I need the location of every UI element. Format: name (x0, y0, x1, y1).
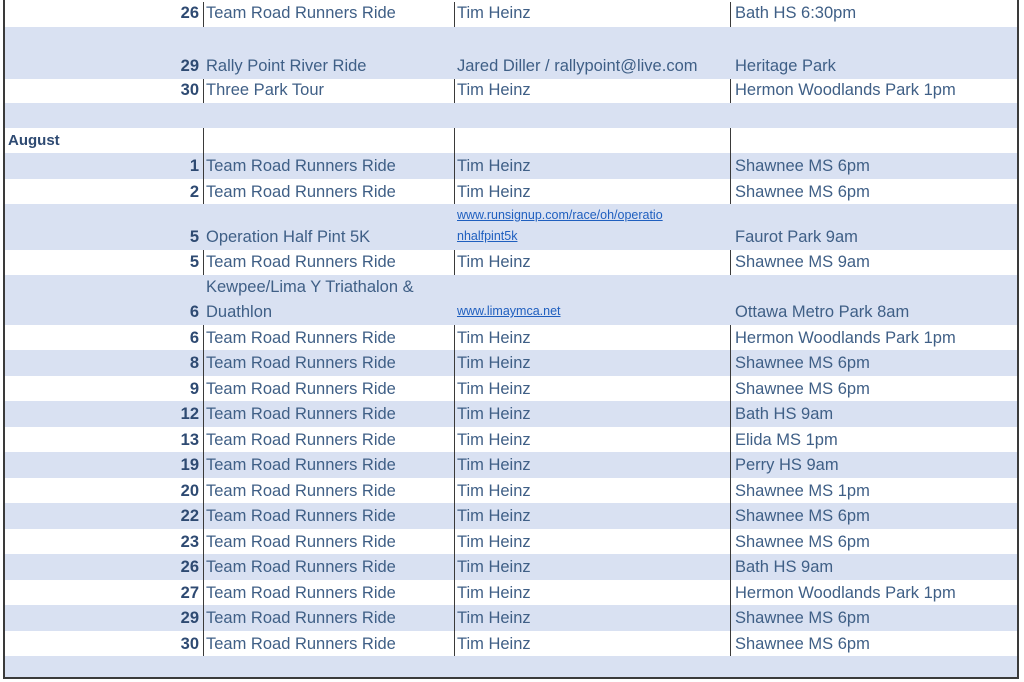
event-cell: Team Road Runners Ride (206, 456, 396, 474)
day-cell: 29 (180, 609, 199, 627)
contact-cell: Jared Diller / rallypoint@live.com (457, 57, 698, 75)
event-cell-line1: Kewpee/Lima Y Triathalon & (206, 278, 414, 296)
column-divider (454, 153, 455, 179)
day-cell: 19 (180, 456, 199, 474)
column-divider (730, 478, 731, 503)
contact-cell: Tim Heinz (457, 533, 531, 551)
table-row (5, 275, 1017, 325)
location-cell: Shawnee MS 6pm (735, 635, 870, 653)
table-row (5, 401, 1017, 427)
column-divider (730, 401, 731, 427)
column-divider (454, 529, 455, 554)
event-cell: Operation Half Pint 5K (206, 228, 371, 246)
contact-link[interactable]: www.limaymca.net (457, 304, 561, 318)
contact-link-line1[interactable]: www.runsignup.com/race/oh/operatio (457, 208, 663, 222)
column-divider (203, 128, 204, 153)
event-cell: Team Road Runners Ride (206, 533, 396, 551)
location-cell: Shawnee MS 1pm (735, 482, 870, 500)
day-cell: 22 (180, 507, 199, 525)
table-row (5, 503, 1017, 529)
column-divider (203, 376, 204, 401)
event-cell: Team Road Runners Ride (206, 482, 396, 500)
table-row (5, 478, 1017, 503)
location-cell: Hermon Woodlands Park 1pm (735, 81, 956, 99)
contact-cell: Tim Heinz (457, 584, 531, 602)
spacer-row (5, 656, 1017, 679)
location-cell: Bath HS 6:30pm (735, 4, 857, 22)
table-row (5, 2, 1017, 27)
table-row (5, 554, 1017, 580)
column-divider (730, 2, 731, 27)
location-cell: Faurot Park 9am (735, 228, 858, 246)
event-cell: Team Road Runners Ride (206, 635, 396, 653)
contact-cell: Tim Heinz (457, 4, 531, 22)
contact-cell: Tim Heinz (457, 157, 531, 175)
day-cell: 8 (189, 354, 199, 372)
column-divider (203, 2, 204, 27)
contact-cell: Tim Heinz (457, 183, 531, 201)
day-cell: 6 (189, 329, 199, 347)
column-divider (203, 580, 204, 605)
column-divider (730, 503, 731, 529)
event-cell: Team Road Runners Ride (206, 253, 396, 271)
contact-cell: Tim Heinz (457, 253, 531, 271)
table-row (5, 580, 1017, 605)
column-divider (203, 554, 204, 580)
contact-cell: Tim Heinz (457, 329, 531, 347)
column-divider (203, 401, 204, 427)
event-cell: Team Road Runners Ride (206, 380, 396, 398)
event-cell: Team Road Runners Ride (206, 183, 396, 201)
location-cell: Shawnee MS 6pm (735, 533, 870, 551)
day-cell: 20 (180, 482, 199, 500)
contact-cell: Tim Heinz (457, 507, 531, 525)
column-divider (730, 554, 731, 580)
month-heading: August (8, 132, 60, 149)
event-cell: Team Road Runners Ride (206, 431, 396, 449)
event-cell: Team Road Runners Ride (206, 584, 396, 602)
contact-cell: Tim Heinz (457, 558, 531, 576)
column-divider (454, 554, 455, 580)
column-divider (203, 325, 204, 350)
column-divider (454, 2, 455, 27)
month-row (5, 128, 1017, 153)
schedule-table (3, 0, 1019, 679)
day-cell: 26 (180, 558, 199, 576)
location-cell: Shawnee MS 6pm (735, 380, 870, 398)
column-divider (454, 478, 455, 503)
column-divider (730, 529, 731, 554)
contact-cell: Tim Heinz (457, 380, 531, 398)
day-cell: 26 (180, 4, 199, 22)
column-divider (730, 325, 731, 350)
column-divider (730, 179, 731, 204)
column-divider (454, 427, 455, 452)
event-cell: Team Road Runners Ride (206, 558, 396, 576)
table-row (5, 605, 1017, 631)
table-row (5, 79, 1017, 103)
column-divider (454, 503, 455, 529)
location-cell: Ottawa Metro Park 8am (735, 303, 910, 321)
contact-cell: Tim Heinz (457, 456, 531, 474)
column-divider (454, 325, 455, 350)
column-divider (454, 605, 455, 631)
column-divider (203, 503, 204, 529)
location-cell: Perry HS 9am (735, 456, 839, 474)
column-divider (730, 350, 731, 376)
column-divider (454, 128, 455, 153)
day-cell: 5 (189, 253, 199, 271)
column-divider (203, 605, 204, 631)
table-row (5, 153, 1017, 179)
contact-cell: Tim Heinz (457, 405, 531, 423)
column-divider (203, 350, 204, 376)
event-cell: Team Road Runners Ride (206, 507, 396, 525)
day-cell: 13 (180, 431, 199, 449)
location-cell: Heritage Park (735, 57, 836, 75)
column-divider (730, 452, 731, 478)
contact-cell: Tim Heinz (457, 635, 531, 653)
location-cell: Elida MS 1pm (735, 431, 838, 449)
event-cell: Team Road Runners Ride (206, 405, 396, 423)
day-cell: 9 (189, 380, 199, 398)
location-cell: Bath HS 9am (735, 558, 834, 576)
column-divider (730, 79, 731, 103)
column-divider (730, 128, 731, 153)
table-row (5, 204, 1017, 250)
contact-cell: Tim Heinz (457, 609, 531, 627)
table-row (5, 631, 1017, 656)
contact-cell: Tim Heinz (457, 431, 531, 449)
spacer-row (5, 103, 1017, 128)
column-divider (454, 452, 455, 478)
day-cell: 30 (180, 81, 199, 99)
day-cell: 29 (180, 57, 199, 75)
location-cell: Hermon Woodlands Park 1pm (735, 584, 956, 602)
column-divider (730, 153, 731, 179)
contact-cell: Tim Heinz (457, 354, 531, 372)
location-cell: Shawnee MS 6pm (735, 183, 870, 201)
day-cell: 27 (180, 584, 199, 602)
contact-link-line2[interactable]: nhalfpint5k (457, 229, 518, 243)
event-cell-line2: Duathlon (206, 303, 273, 321)
location-cell: Shawnee MS 6pm (735, 354, 870, 372)
day-cell: 6 (189, 303, 199, 321)
column-divider (454, 580, 455, 605)
column-divider (203, 452, 204, 478)
location-cell: Shawnee MS 6pm (735, 609, 870, 627)
table-row (5, 376, 1017, 401)
day-cell: 5 (189, 228, 199, 246)
day-cell: 12 (180, 405, 199, 423)
column-divider (203, 250, 204, 275)
contact-cell: Tim Heinz (457, 482, 531, 500)
event-cell: Team Road Runners Ride (206, 4, 396, 22)
column-divider (203, 179, 204, 204)
location-cell: Shawnee MS 6pm (735, 157, 870, 175)
event-cell: Team Road Runners Ride (206, 329, 396, 347)
table-row (5, 529, 1017, 554)
column-divider (454, 631, 455, 656)
location-cell: Hermon Woodlands Park 1pm (735, 329, 956, 347)
column-divider (203, 631, 204, 656)
column-divider (203, 427, 204, 452)
column-divider (203, 153, 204, 179)
event-cell: Three Park Tour (206, 81, 324, 99)
column-divider (203, 79, 204, 103)
table-row (5, 179, 1017, 204)
location-cell: Shawnee MS 9am (735, 253, 870, 271)
location-cell: Shawnee MS 6pm (735, 507, 870, 525)
table-row (5, 27, 1017, 79)
location-cell: Bath HS 9am (735, 405, 834, 423)
column-divider (730, 427, 731, 452)
column-divider (730, 250, 731, 275)
table-row (5, 350, 1017, 376)
column-divider (454, 79, 455, 103)
column-divider (203, 478, 204, 503)
day-cell: 23 (180, 533, 199, 551)
column-divider (454, 179, 455, 204)
event-cell: Team Road Runners Ride (206, 157, 396, 175)
column-divider (730, 580, 731, 605)
column-divider (730, 631, 731, 656)
day-cell: 1 (189, 157, 199, 175)
contact-cell: Tim Heinz (457, 81, 531, 99)
column-divider (454, 250, 455, 275)
table-row (5, 250, 1017, 275)
column-divider (730, 376, 731, 401)
event-cell: Team Road Runners Ride (206, 354, 396, 372)
day-cell: 30 (180, 635, 199, 653)
column-divider (454, 376, 455, 401)
column-divider (454, 401, 455, 427)
table-row (5, 452, 1017, 478)
column-divider (454, 350, 455, 376)
day-cell: 2 (189, 183, 199, 201)
event-cell: Team Road Runners Ride (206, 609, 396, 627)
column-divider (730, 605, 731, 631)
table-row (5, 427, 1017, 452)
column-divider (203, 529, 204, 554)
table-row (5, 325, 1017, 350)
event-cell: Rally Point River Ride (206, 57, 367, 75)
